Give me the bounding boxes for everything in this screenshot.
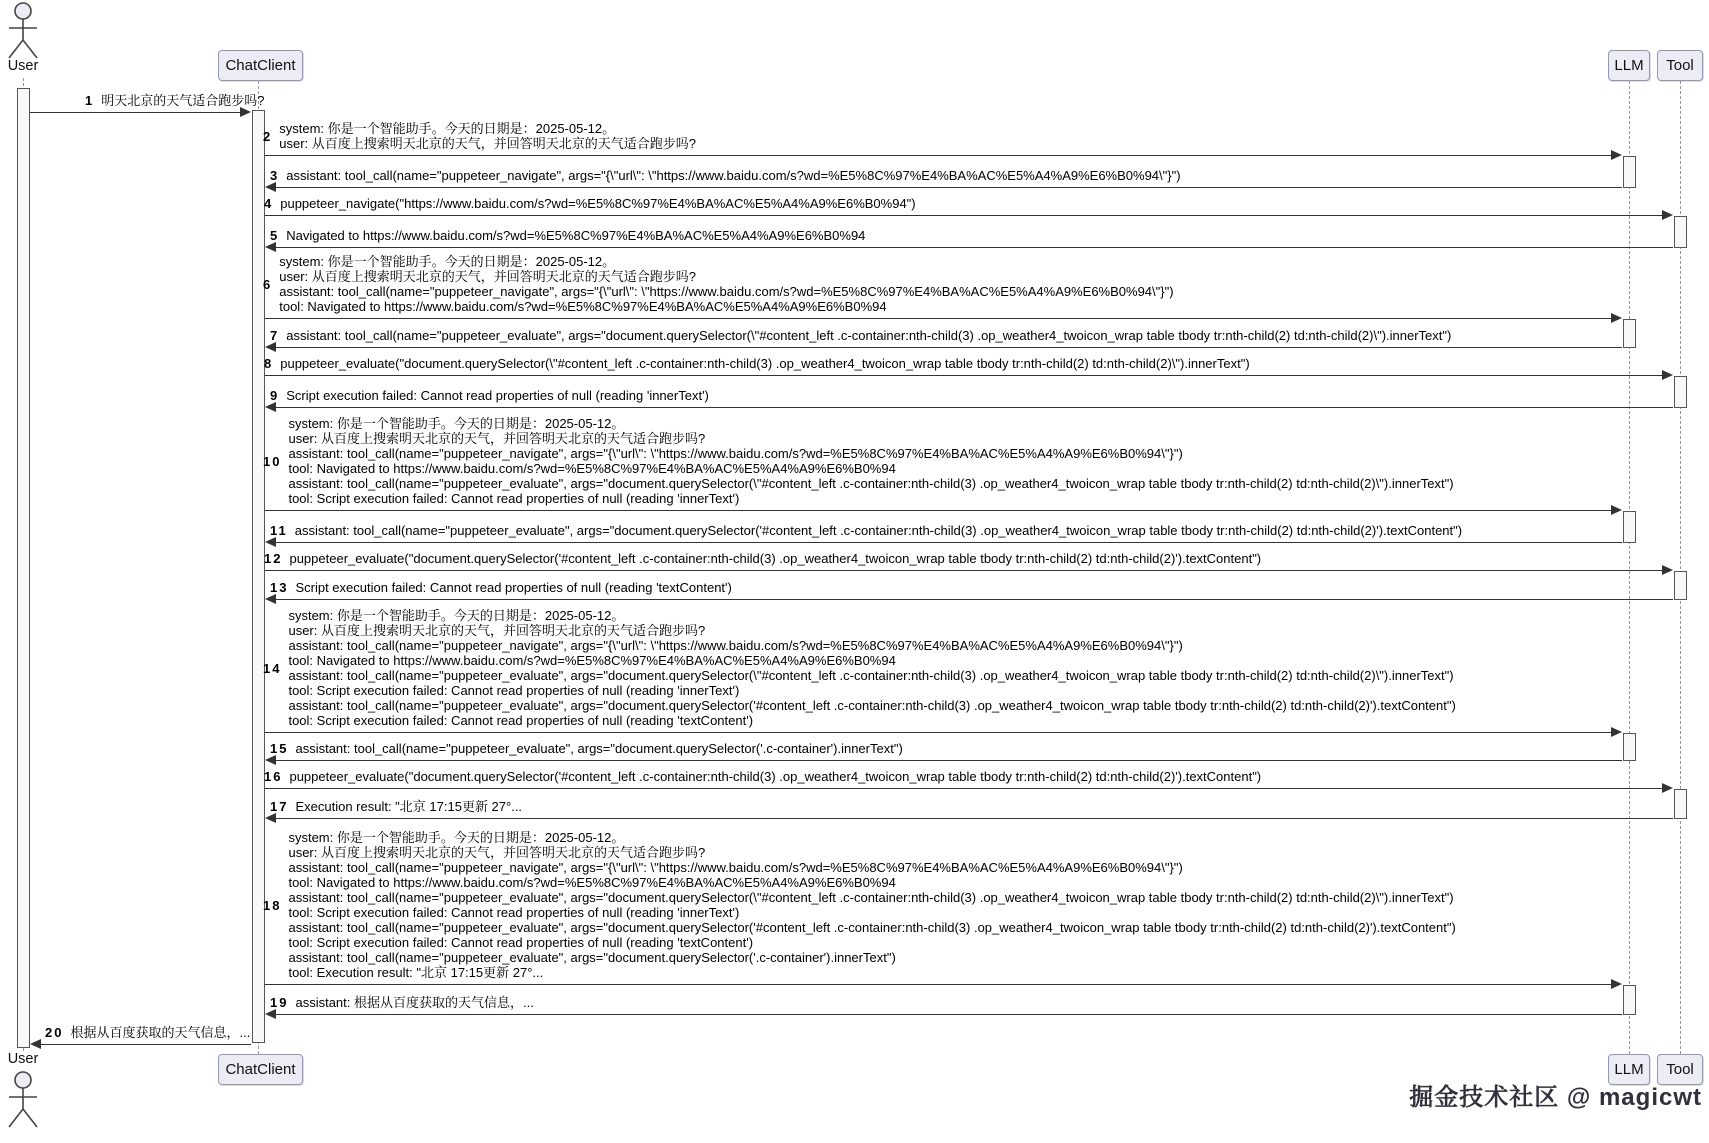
message-text-6: system: 你是一个智能助手。今天的日期是：2025-05-12。 user: 从百度上搜索明天北京的天气，并回答明天北京的天气适合跑步吗? assistant: tool_call(name="puppeteer_navigate", args="{\"url\": \"https://www.baidu.com/s?wd=%E5%8C%97%E4%BA%AC%E5%A4%A9%E6%B0%94\"}") tool: Navigated to https://www.baidu.com/s?wd=%E5%8C%97%E4%BA%AC%E5%A4%A9%E6%B0%94 xyxy=(279,254,1174,314)
message-label-9 xyxy=(270,388,709,403)
message-line-18 xyxy=(265,984,1613,985)
message-arrowhead-7 xyxy=(265,342,276,352)
message-text-20: 根据从百度获取的天气信息，... xyxy=(70,1025,251,1040)
message-line-11 xyxy=(274,542,1622,543)
activation-llm xyxy=(1623,733,1636,761)
message-text-13: Script execution failed: Cannot read properties of null (reading 'textContent') xyxy=(295,580,732,595)
message-text-7: assistant: tool_call(name="puppeteer_evaluate", args="document.querySelector(\"#content_left .c-container:nth-child(3) .op_weather4_twoicon_wrap table tbody tr:nth-child(2) td:nth-child(2)\").innerText") xyxy=(286,328,1452,343)
message-number-17: 17 xyxy=(270,799,289,814)
activation-llm xyxy=(1623,319,1636,348)
message-label-6 xyxy=(263,254,1174,314)
message-label-18 xyxy=(263,830,1456,980)
activation-llm xyxy=(1623,985,1636,1015)
message-arrowhead-16 xyxy=(1662,783,1673,793)
message-arrowhead-8 xyxy=(1662,370,1673,380)
participant-box-chatclient-top xyxy=(218,50,303,81)
message-arrowhead-6 xyxy=(1611,313,1622,323)
message-text-4: puppeteer_navigate("https://www.baidu.com/s?wd=%E5%8C%97%E4%BA%AC%E5%A4%A9%E6%B0%94") xyxy=(280,196,916,211)
message-line-12 xyxy=(265,570,1664,571)
activation-tool xyxy=(1674,571,1687,600)
activation-llm xyxy=(1623,156,1636,188)
message-arrowhead-12 xyxy=(1662,565,1673,575)
message-arrowhead-2 xyxy=(1611,150,1622,160)
message-label-8 xyxy=(264,356,1250,371)
message-label-17 xyxy=(270,799,522,814)
participant-label-chatclient: ChatClient xyxy=(225,57,296,74)
message-arrowhead-10 xyxy=(1611,505,1622,515)
message-text-10: system: 你是一个智能助手。今天的日期是：2025-05-12。 user: 从百度上搜索明天北京的天气，并回答明天北京的天气适合跑步吗? assistant: tool_call(name="puppeteer_navigate", args="{\"url\": \"https://www.baidu.com/s?wd=%E5%8C%97%E4%BA%AC%E5%A4%A9%E6%B0%94\"}") tool: Navigated to https://www.baidu.com/s?wd=%E5%8C%97%E4%BA%AC%E5%A4%A9%E6%B0%94 assistant: tool_call(name="puppeteer_evaluate", args="document.querySelector(\"#content_left .c-container:nth-child(3) .op_weather4_twoicon_wrap table tbody tr:nth-child(2) td:nth-child(2)\").innerText") tool: Script execution failed: Cannot read properties of null (reading 'innerText') xyxy=(288,416,1454,506)
user-actor-icon-bottom xyxy=(1,1071,46,1129)
message-text-15: assistant: tool_call(name="puppeteer_evaluate", args="document.querySelector('.c-container').innerText") xyxy=(295,741,903,756)
user-actor-label-bottom: User xyxy=(7,1051,39,1067)
message-label-2 xyxy=(263,121,696,151)
participant-label-tool: Tool xyxy=(1666,57,1694,74)
message-arrowhead-17 xyxy=(265,813,276,823)
message-text-14: system: 你是一个智能助手。今天的日期是：2025-05-12。 user: 从百度上搜索明天北京的天气，并回答明天北京的天气适合跑步吗? assistant: tool_call(name="puppeteer_navigate", args="{\"url\": \"https://www.baidu.com/s?wd=%E5%8C%97%E4%BA%AC%E5%A4%A9%E6%B0%94\"}") tool: Navigated to https://www.baidu.com/s?wd=%E5%8C%97%E4%BA%AC%E5%A4%A9%E6%B0%94 assistant: tool_call(name="puppeteer_evaluate", args="document.querySelector(\"#content_left .c-container:nth-child(3) .op_weather4_twoicon_wrap table tbody tr:nth-child(2) td:nth-child(2)\").innerText") tool: Script execution failed: Cannot read properties of null (reading 'innerText') assistant: tool_call(name="puppeteer_evaluate", args="document.querySelector('#content_left .c-container:nth-child(3) .op_weather4_twoicon_wrap table tbody tr:nth-child(2) td:nth-child(2)').textContent") tool: Script execution failed: Cannot read properties of null (reading 'textContent') xyxy=(288,608,1456,728)
message-arrowhead-13 xyxy=(265,594,276,604)
message-line-9 xyxy=(274,407,1673,408)
message-label-13 xyxy=(270,580,732,595)
message-number-1: 1 xyxy=(85,93,95,108)
message-line-10 xyxy=(265,510,1613,511)
message-line-15 xyxy=(274,760,1622,761)
participant-label-llm: LLM xyxy=(1614,57,1644,74)
message-number-7: 7 xyxy=(270,328,280,343)
message-number-2: 2 xyxy=(263,128,273,144)
message-text-3: assistant: tool_call(name="puppeteer_navigate", args="{\"url\": \"https://www.baidu.com/s?wd=%E5%8C%97%E4%BA%AC%E5%A4%A9%E6%B0%94\"}") xyxy=(286,168,1181,183)
participant-box-tool-top xyxy=(1657,50,1703,81)
message-label-20 xyxy=(45,1025,250,1040)
message-arrowhead-9 xyxy=(265,402,276,412)
watermark: 掘金技术社区 @ magicwt xyxy=(1409,1084,1702,1111)
message-text-9: Script execution failed: Cannot read properties of null (reading 'innerText') xyxy=(286,388,709,403)
message-label-15 xyxy=(270,741,903,756)
message-number-4: 4 xyxy=(264,196,274,211)
message-text-2: system: 你是一个智能助手。今天的日期是：2025-05-12。 user: 从百度上搜索明天北京的天气，并回答明天北京的天气适合跑步吗? xyxy=(279,121,696,151)
message-label-1 xyxy=(85,93,264,108)
message-label-16 xyxy=(264,769,1261,784)
message-label-5 xyxy=(270,228,865,243)
lifeline-llm xyxy=(1629,81,1630,1054)
message-line-1 xyxy=(30,112,242,113)
message-arrowhead-11 xyxy=(265,537,276,547)
message-line-3 xyxy=(274,187,1622,188)
message-label-7 xyxy=(270,328,1451,343)
message-label-4 xyxy=(264,196,916,211)
message-arrowhead-14 xyxy=(1611,727,1622,737)
message-text-12: puppeteer_evaluate("document.querySelector('#content_left .c-container:nth-child(3) .op_weather4_twoicon_wrap table tbody tr:nth-child(2) td:nth-child(2)').textContent") xyxy=(289,551,1262,566)
message-number-8: 8 xyxy=(264,356,274,371)
message-text-5: Navigated to https://www.baidu.com/s?wd=%E5%8C%97%E4%BA%AC%E5%A4%A9%E6%B0%94 xyxy=(286,228,866,243)
message-text-11: assistant: tool_call(name="puppeteer_evaluate", args="document.querySelector('#content_left .c-container:nth-child(3) .op_weather4_twoicon_wrap table tbody tr:nth-child(2) td:nth-child(2)').textContent") xyxy=(294,523,1463,538)
message-number-19: 19 xyxy=(270,995,289,1010)
participant-box-llm-top xyxy=(1608,50,1650,81)
message-line-19 xyxy=(274,1014,1622,1015)
message-label-11 xyxy=(270,523,1462,538)
message-number-11: 11 xyxy=(270,523,288,538)
message-number-15: 15 xyxy=(270,741,289,756)
message-number-3: 3 xyxy=(270,168,280,183)
message-number-9: 9 xyxy=(270,388,280,403)
user-actor-label-top: User xyxy=(7,58,39,74)
activation-llm xyxy=(1623,511,1636,543)
message-line-16 xyxy=(265,788,1664,789)
message-line-20 xyxy=(39,1044,251,1045)
message-arrowhead-15 xyxy=(265,755,276,765)
message-text-17: Execution result: "北京 17:15更新 27°... xyxy=(295,799,523,814)
message-arrowhead-19 xyxy=(265,1009,276,1019)
message-label-12 xyxy=(264,551,1261,566)
message-text-16: puppeteer_evaluate("document.querySelector('#content_left .c-container:nth-child(3) .op_weather4_twoicon_wrap table tbody tr:nth-child(2) td:nth-child(2)').textContent") xyxy=(289,769,1262,784)
message-number-14: 14 xyxy=(263,660,282,676)
message-number-16: 16 xyxy=(264,769,283,784)
activation-tool xyxy=(1674,789,1687,819)
message-arrowhead-20 xyxy=(30,1039,41,1049)
message-line-4 xyxy=(265,215,1664,216)
participant-label-llm-bottom: LLM xyxy=(1614,1061,1644,1078)
message-number-10: 10 xyxy=(263,453,282,469)
participant-label-chatclient-bottom: ChatClient xyxy=(225,1061,296,1078)
message-arrowhead-1 xyxy=(240,107,251,117)
message-label-14 xyxy=(263,608,1456,728)
message-number-13: 13 xyxy=(270,580,289,595)
message-label-19 xyxy=(270,995,534,1010)
message-label-3 xyxy=(270,168,1181,183)
participant-label-tool-bottom: Tool xyxy=(1666,1061,1694,1078)
user-actor-icon xyxy=(1,2,46,60)
message-line-14 xyxy=(265,732,1613,733)
message-line-7 xyxy=(274,347,1622,348)
message-text-18: system: 你是一个智能助手。今天的日期是：2025-05-12。 user: 从百度上搜索明天北京的天气，并回答明天北京的天气适合跑步吗? assistant: tool_call(name="puppeteer_navigate", args="{\"url\": \"https://www.baidu.com/s?wd=%E5%8C%97%E4%BA%AC%E5%A4%A9%E6%B0%94\"}") tool: Navigated to https://www.baidu.com/s?wd=%E5%8C%97%E4%BA%AC%E5%A4%A9%E6%B0%94 assistant: tool_call(name="puppeteer_evaluate", args="document.querySelector(\"#content_left .c-container:nth-child(3) .op_weather4_twoicon_wrap table tbody tr:nth-child(2) td:nth-child(2)\").innerText") tool: Script execution failed: Cannot read properties of null (reading 'innerText') assistant: tool_call(name="puppeteer_evaluate", args="document.querySelector('#content_left .c-container:nth-child(3) .op_weather4_twoicon_wrap table tbody tr:nth-child(2) td:nth-child(2)').textContent") tool: Script execution failed: Cannot read properties of null (reading 'textContent') assistant: tool_call(name="puppeteer_evaluate", args="document.querySelector('.c-container').innerText") tool: Execution result: "北京 17:15更新 27°... xyxy=(288,830,1456,980)
activation-user xyxy=(17,88,30,1048)
message-number-18: 18 xyxy=(263,897,282,913)
message-number-20: 20 xyxy=(45,1025,64,1040)
message-arrowhead-18 xyxy=(1611,979,1622,989)
message-label-10 xyxy=(263,416,1454,506)
message-line-2 xyxy=(265,155,1613,156)
message-text-1: 明天北京的天气适合跑步吗? xyxy=(101,93,265,108)
message-arrowhead-4 xyxy=(1662,210,1673,220)
message-line-8 xyxy=(265,375,1664,376)
message-arrowhead-5 xyxy=(265,242,276,252)
message-arrowhead-3 xyxy=(265,182,276,192)
message-text-19: assistant: 根据从百度获取的天气信息，... xyxy=(295,995,534,1010)
message-line-17 xyxy=(274,818,1673,819)
message-number-12: 12 xyxy=(264,551,283,566)
message-number-5: 5 xyxy=(270,228,280,243)
activation-tool xyxy=(1674,216,1687,248)
message-line-13 xyxy=(274,599,1673,600)
message-line-5 xyxy=(274,247,1673,248)
message-text-8: puppeteer_evaluate("document.querySelector(\"#content_left .c-container:nth-child(3) .op_weather4_twoicon_wrap table tbody tr:nth-child(2) td:nth-child(2)\").innerText") xyxy=(280,356,1250,371)
message-line-6 xyxy=(265,318,1613,319)
participant-box-chatclient-bottom xyxy=(218,1054,303,1085)
activation-tool xyxy=(1674,376,1687,408)
message-number-6: 6 xyxy=(263,276,273,292)
